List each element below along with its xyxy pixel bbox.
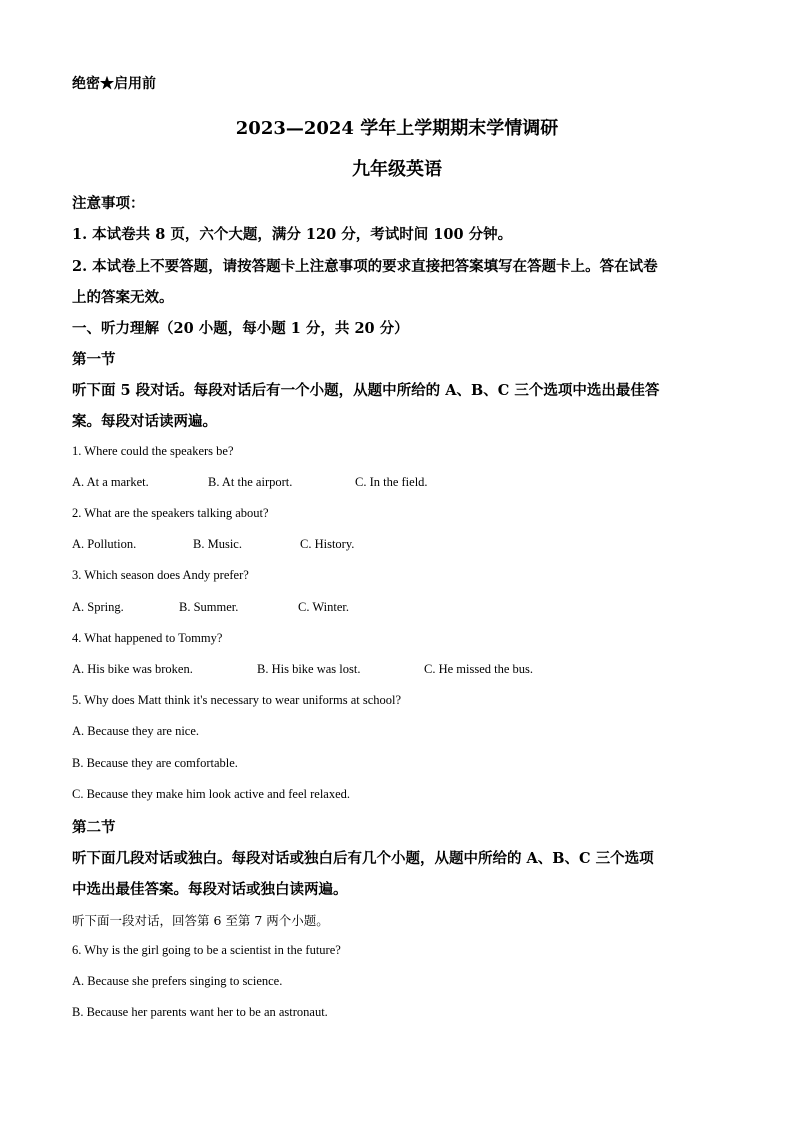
question-4-option-b: B. His bike was lost. <box>257 662 361 676</box>
notice-item-2-line-2: 上的答案无效。 <box>72 289 174 306</box>
section1-instruction-line-2: 案。每段对话读两遍。 <box>72 413 217 430</box>
question-3-option-c: C. Winter. <box>298 600 350 614</box>
question-1-option-b: B. At the airport. <box>208 475 293 489</box>
question-4-option-c: C. He missed the bus. <box>424 662 534 676</box>
question-4-option-a: A. His bike was broken. <box>72 662 193 676</box>
section2-sub-instruction: 听下面一段对话，回答第 6 至第 7 两个小题。 <box>72 913 329 928</box>
exam-title: 2023—2024 学年上学期期末学情调研 <box>235 118 559 139</box>
question-2-option-b: B. Music. <box>193 537 242 551</box>
question-1-option-a: A. At a market. <box>72 475 149 489</box>
question-2-option-a: A. Pollution. <box>72 537 137 551</box>
question-1: 1. Where could the speakers be? <box>72 444 234 458</box>
question-1-option-c: C. In the field. <box>355 475 428 489</box>
notice-item-2-line-1: 2. 本试卷上不要答题，请按答题卡上注意事项的要求直接把答案填写在答题卡上。答在试卷 <box>72 258 658 275</box>
question-5: 5. Why does Matt think it's necessary to wear uniforms at school? <box>72 693 402 707</box>
section2-instruction-line-1: 听下面几段对话或独白。每段对话或独白后有几个小题，从题中所给的 A、B、C 三个选项 <box>72 850 654 867</box>
question-5-option-b: B. Because they are comfortable. <box>72 756 238 770</box>
question-3-option-a: A. Spring. <box>72 600 124 614</box>
section1-heading: 第一节 <box>72 351 116 368</box>
question-2-option-c: C. History. <box>300 537 355 551</box>
exam-subtitle: 九年级英语 <box>352 159 442 180</box>
question-3: 3. Which season does Andy prefer? <box>72 568 249 582</box>
section2-heading: 第二节 <box>72 819 116 836</box>
question-6-option-a: A. Because she prefers singing to science. <box>72 974 283 988</box>
notice-heading: 注意事项： <box>72 195 145 212</box>
part1-heading: 一、听力理解（20 小题，每小题 1 分，共 20 分） <box>72 320 409 337</box>
question-5-option-a: A. Because they are nice. <box>72 724 200 738</box>
question-4: 4. What happened to Tommy? <box>72 631 223 645</box>
question-3-option-b: B. Summer. <box>179 600 239 614</box>
question-6-option-b: B. Because her parents want her to be an astronaut. <box>72 1005 328 1019</box>
notice-item-1: 1. 本试卷共 8 页，六个大题，满分 120 分，考试时间 100 分钟。 <box>72 226 513 243</box>
section2-instruction-line-2: 中选出最佳答案。每段对话或独白读两遍。 <box>72 881 348 898</box>
question-5-option-c: C. Because they make him look active and feel relaxed. <box>72 787 351 801</box>
section1-instruction-line-1: 听下面 5 段对话。每段对话后有一个小题，从题中所给的 A、B、C 三个选项中选出最佳答 <box>72 382 660 399</box>
secret-mark: 绝密★启用前 <box>72 76 156 92</box>
question-6: 6. Why is the girl going to be a scientist in the future? <box>72 943 341 957</box>
question-2: 2. What are the speakers talking about? <box>72 506 269 520</box>
